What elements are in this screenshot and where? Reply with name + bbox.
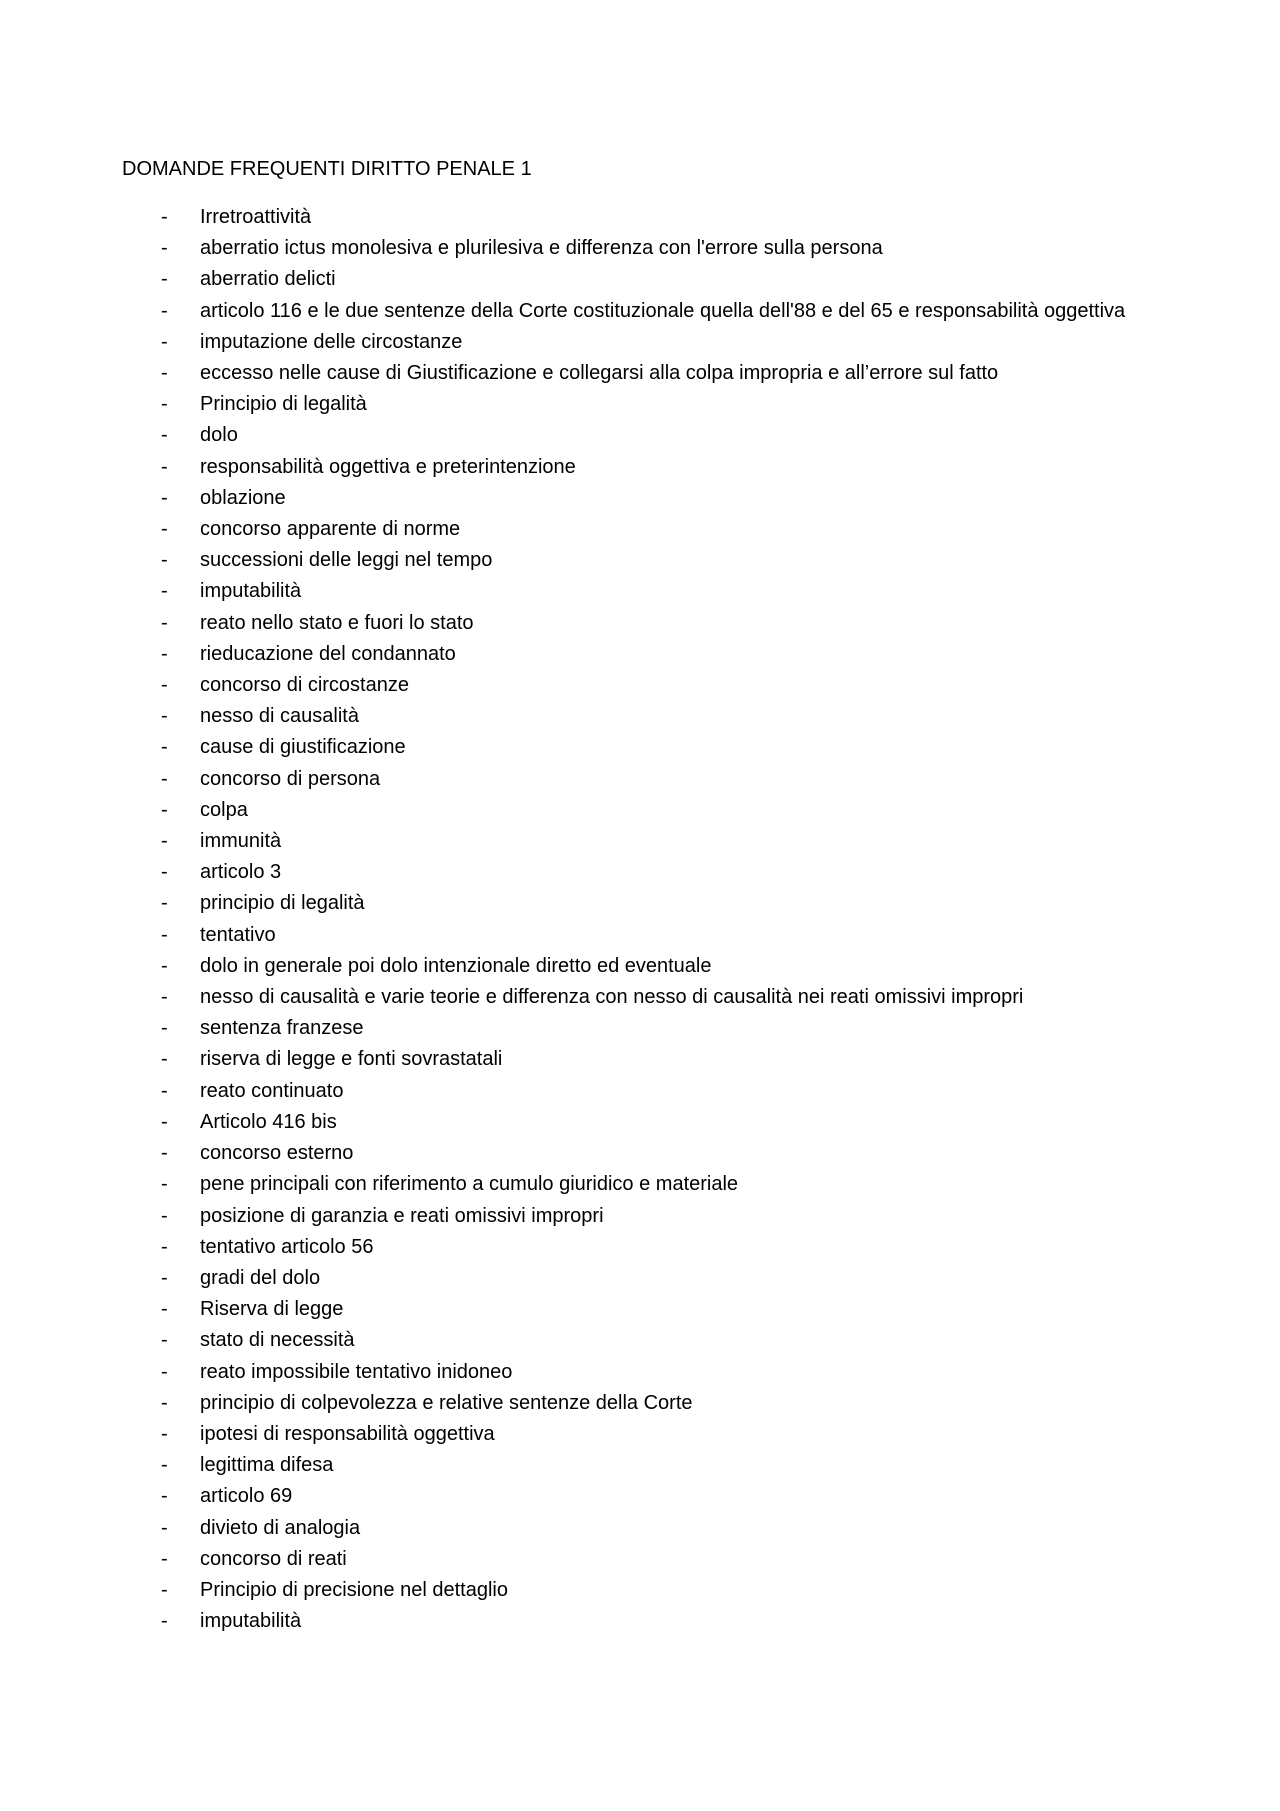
list-item — [0, 327, 1280, 358]
bullet-dash: - — [161, 892, 168, 915]
bullet-dash: - — [161, 1547, 168, 1570]
list-item — [0, 795, 1280, 826]
bullet-dash: - — [161, 580, 168, 603]
bullet-dash: - — [161, 1235, 168, 1258]
list-item — [0, 452, 1280, 483]
list-item — [0, 1357, 1280, 1388]
list-item — [0, 1325, 1280, 1356]
bullet-dash: - — [161, 705, 168, 728]
list-item — [0, 1575, 1280, 1606]
list-item-text: dolo — [200, 424, 238, 447]
list-item — [0, 1107, 1280, 1138]
bullet-dash: - — [161, 986, 168, 1009]
bullet-dash: - — [161, 424, 168, 447]
list-item-text: aberratio ictus monolesiva e plurilesiva e differenza con l'errore sulla persona — [200, 237, 883, 260]
list-item — [0, 1419, 1280, 1450]
list-item — [0, 608, 1280, 639]
list-item-text: posizione di garanzia e reati omissivi impropri — [200, 1204, 604, 1227]
list-item-text: concorso di persona — [200, 767, 381, 790]
list-item — [0, 576, 1280, 607]
list-item — [0, 764, 1280, 795]
list-item — [0, 857, 1280, 888]
bullet-dash: - — [161, 1360, 168, 1383]
list-item — [0, 1513, 1280, 1544]
bullet-dash: - — [161, 1017, 168, 1040]
list-item — [0, 1606, 1280, 1637]
list-item-text: stato di necessità — [200, 1329, 355, 1352]
list-item — [0, 202, 1280, 233]
list-item — [0, 701, 1280, 732]
list-item — [0, 514, 1280, 545]
bullet-dash: - — [161, 268, 168, 291]
list-item-text: reato impossibile tentativo inidoneo — [200, 1360, 513, 1383]
bullet-dash: - — [161, 1329, 168, 1352]
list-item — [0, 1481, 1280, 1512]
list-item-text: tentativo — [200, 923, 276, 946]
list-item — [0, 420, 1280, 451]
bullet-dash: - — [161, 393, 168, 416]
list-item — [0, 1450, 1280, 1481]
list-item — [0, 1294, 1280, 1325]
list-item-text: Principio di legalità — [200, 393, 367, 416]
bullet-dash: - — [161, 1110, 168, 1133]
list-item — [0, 483, 1280, 514]
list-item-text: imputabilità — [200, 580, 302, 603]
list-item-text: reato continuato — [200, 1079, 344, 1102]
list-item-text: pene principali con riferimento a cumulo giuridico e materiale — [200, 1173, 739, 1196]
list-item-text: dolo in generale poi dolo intenzionale diretto ed eventuale — [200, 954, 712, 977]
list-item-text: concorso esterno — [200, 1142, 354, 1165]
list-item — [0, 1169, 1280, 1200]
list-item-text: articolo 3 — [200, 861, 282, 884]
list-item-text: sentenza franzese — [200, 1017, 364, 1040]
list-item-text: articolo 69 — [200, 1485, 293, 1508]
list-item-text: gradi del dolo — [200, 1266, 321, 1289]
list-item-text: Articolo 416 bis — [200, 1110, 337, 1133]
list-item-text: principio di legalità — [200, 892, 365, 915]
bullet-dash: - — [161, 237, 168, 260]
bullet-dash: - — [161, 1142, 168, 1165]
list-item-text: principio di colpevolezza e relative sentenze della Corte — [200, 1391, 693, 1414]
bullet-dash: - — [161, 1454, 168, 1477]
bullet-dash: - — [161, 486, 168, 509]
list-item — [0, 264, 1280, 295]
list-item — [0, 1544, 1280, 1575]
list-item — [0, 732, 1280, 763]
list-item-text: riserva di legge e fonti sovrastatali — [200, 1048, 503, 1071]
list-item — [0, 1263, 1280, 1294]
list-item — [0, 296, 1280, 327]
bullet-dash: - — [161, 736, 168, 759]
list-item-text: reato nello stato e fuori lo stato — [200, 611, 474, 634]
list-item — [0, 545, 1280, 576]
bullet-dash: - — [161, 611, 168, 634]
bullet-dash: - — [161, 1079, 168, 1102]
list-item-text: nesso di causalità — [200, 705, 359, 728]
bullet-dash: - — [161, 830, 168, 853]
list-item — [0, 1388, 1280, 1419]
bullet-dash: - — [161, 1204, 168, 1227]
list-item — [0, 982, 1280, 1013]
list-item-text: nesso di causalità e varie teorie e differenza con nesso di causalità nei reati omissivi impropri — [200, 986, 1024, 1009]
bullet-dash: - — [161, 299, 168, 322]
bullet-dash: - — [161, 1173, 168, 1196]
question-list — [0, 202, 1280, 1637]
list-item — [0, 888, 1280, 919]
list-item-text: colpa — [200, 798, 248, 821]
list-item-text: oblazione — [200, 486, 286, 509]
list-item — [0, 1138, 1280, 1169]
list-item — [0, 951, 1280, 982]
list-item — [0, 920, 1280, 951]
bullet-dash: - — [161, 861, 168, 884]
list-item — [0, 1076, 1280, 1107]
list-item-text: legittima difesa — [200, 1454, 334, 1477]
list-item-text: imputazione delle circostanze — [200, 330, 463, 353]
list-item — [0, 670, 1280, 701]
bullet-dash: - — [161, 1485, 168, 1508]
bullet-dash: - — [161, 362, 168, 385]
list-item-text: cause di giustificazione — [200, 736, 406, 759]
list-item-text: ipotesi di responsabilità oggettiva — [200, 1422, 495, 1445]
bullet-dash: - — [161, 923, 168, 946]
list-item — [0, 233, 1280, 264]
bullet-dash: - — [161, 1266, 168, 1289]
list-item-text: immunità — [200, 830, 282, 853]
list-item-text: rieducazione del condannato — [200, 642, 456, 665]
list-item-text: concorso apparente di norme — [200, 518, 461, 541]
bullet-dash: - — [161, 954, 168, 977]
list-item-text: concorso di circostanze — [200, 674, 409, 697]
list-item — [0, 389, 1280, 420]
bullet-dash: - — [161, 206, 168, 228]
list-item-text: concorso di reati — [200, 1547, 347, 1570]
bullet-dash: - — [161, 1516, 168, 1539]
bullet-dash: - — [161, 798, 168, 821]
bullet-dash: - — [161, 1610, 168, 1633]
bullet-dash: - — [161, 455, 168, 478]
list-item-text: Irretroattività — [200, 206, 312, 228]
list-item — [0, 826, 1280, 857]
list-item-text: successioni delle leggi nel tempo — [200, 549, 493, 572]
bullet-dash: - — [161, 518, 168, 541]
bullet-dash: - — [161, 674, 168, 697]
list-item-text: eccesso nelle cause di Giustificazione e collegarsi alla colpa impropria e all’errore sul fatto — [200, 362, 999, 385]
list-item-text: responsabilità oggettiva e preterintenzione — [200, 455, 576, 478]
list-item — [0, 1013, 1280, 1044]
list-item-text: aberratio delicti — [200, 268, 336, 291]
list-item-text: Riserva di legge — [200, 1298, 344, 1321]
list-item — [0, 1201, 1280, 1232]
list-item — [0, 358, 1280, 389]
bullet-dash: - — [161, 767, 168, 790]
bullet-dash: - — [161, 1298, 168, 1321]
bullet-dash: - — [161, 1578, 168, 1601]
document-title: DOMANDE FREQUENTI DIRITTO PENALE 1 — [122, 158, 532, 180]
list-item — [0, 639, 1280, 670]
list-item — [0, 1232, 1280, 1263]
list-item-text: divieto di analogia — [200, 1516, 361, 1539]
list-item-text: tentativo articolo 56 — [200, 1235, 374, 1258]
list-item-text: articolo 116 e le due sentenze della Corte costituzionale quella dell'88 e del 65 e responsabilità oggettiva — [200, 299, 1126, 322]
bullet-dash: - — [161, 1048, 168, 1071]
list-item — [0, 1044, 1280, 1075]
bullet-dash: - — [161, 1391, 168, 1414]
bullet-dash: - — [161, 642, 168, 665]
bullet-dash: - — [161, 330, 168, 353]
list-item-text: Principio di precisione nel dettaglio — [200, 1578, 508, 1601]
list-item-text: imputabilità — [200, 1610, 302, 1633]
bullet-dash: - — [161, 549, 168, 572]
bullet-dash: - — [161, 1422, 168, 1445]
